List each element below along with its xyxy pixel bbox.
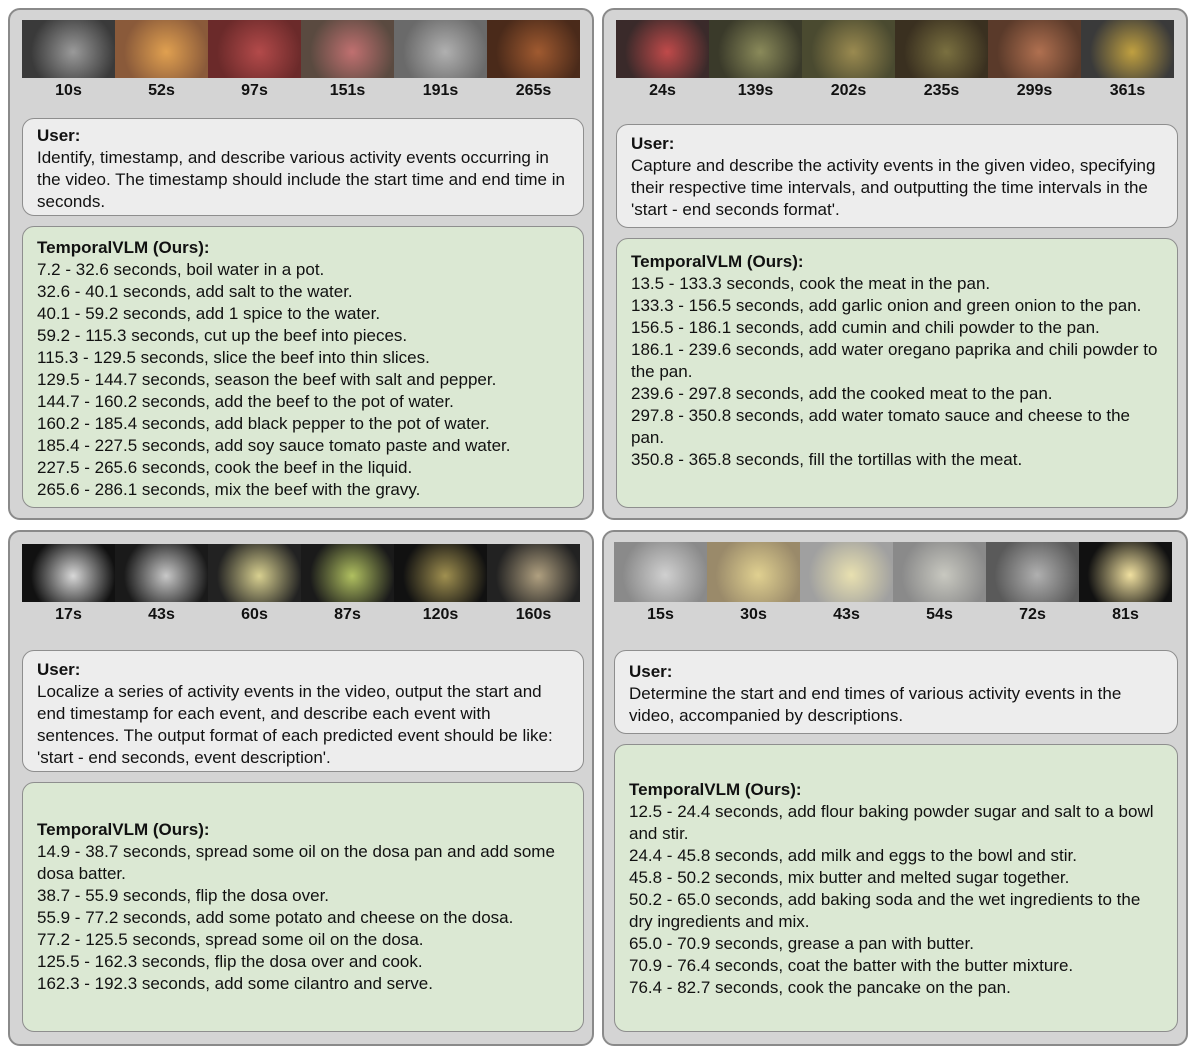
event-line: 55.9 - 77.2 seconds, add some potato and cheese on the dosa. (37, 908, 514, 927)
video-frame (301, 544, 394, 602)
frame-timestamp: 151s (329, 82, 366, 99)
frame-timestamp: 43s (148, 606, 175, 623)
user-label: User: (631, 134, 675, 153)
video-frame (614, 542, 707, 602)
model-response-box (616, 238, 1178, 508)
frame-timestamp: 160s (515, 606, 552, 623)
user-prompt-box (616, 124, 1178, 228)
model-label: TemporalVLM (Ours): (631, 252, 804, 271)
event-line: 13.5 - 133.3 seconds, cook the meat in the pan. (631, 274, 991, 293)
event-line: 144.7 - 160.2 seconds, add the beef to the pot of water. (37, 392, 454, 411)
user-prompt-text: Determine the start and end times of various activity events in the video, accompanied by descriptions. (629, 684, 1122, 725)
example-panel-4 (602, 530, 1188, 1046)
video-frame (487, 544, 580, 602)
video-frame (707, 542, 800, 602)
frame-timestamp: 15s (647, 606, 674, 623)
event-line: 59.2 - 115.3 seconds, cut up the beef into pieces. (37, 326, 408, 345)
user-prompt-text: Identify, timestamp, and describe various activity events occurring in the video. The timestamp should include the start time and end time in seconds. (37, 148, 565, 211)
video-frame (800, 542, 893, 602)
video-frame (616, 20, 709, 78)
model-response-box (22, 226, 584, 508)
event-line: 65.0 - 70.9 seconds, grease a pan with butter. (629, 934, 974, 953)
event-line: 133.3 - 156.5 seconds, add garlic onion and green onion to the pan. (631, 296, 1142, 315)
video-frame (301, 20, 394, 78)
event-line: 14.9 - 38.7 seconds, spread some oil on the dosa pan and add some dosa batter. (37, 842, 555, 883)
video-frame (22, 20, 115, 78)
event-line: 162.3 - 192.3 seconds, add some cilantro and serve. (37, 974, 433, 993)
frame-timestamp: 17s (55, 606, 82, 623)
frame-timestamp: 81s (1112, 606, 1139, 623)
frame-timestamp: 265s (515, 82, 552, 99)
example-panel-1 (8, 8, 594, 520)
event-line: 265.6 - 286.1 seconds, mix the beef with the gravy. (37, 480, 421, 499)
example-panel-3 (8, 530, 594, 1046)
event-line: 45.8 - 50.2 seconds, mix butter and melted sugar together. (629, 868, 1070, 887)
video-frame-strip (22, 544, 580, 602)
video-frame (394, 544, 487, 602)
user-prompt-box (614, 650, 1178, 734)
video-frame (487, 20, 580, 78)
model-label: TemporalVLM (Ours): (37, 238, 210, 257)
video-frame (1081, 20, 1174, 78)
frame-timestamp: 24s (649, 82, 676, 99)
event-line: 38.7 - 55.9 seconds, flip the dosa over. (37, 886, 330, 905)
user-prompt-box (22, 650, 584, 772)
user-prompt-text: Localize a series of activity events in the video, output the start and end timestamp for each event, and describe each event with sentences. The output format of each predicted event should be like: 'start - end seconds, event description'. (37, 682, 553, 767)
event-line: 125.5 - 162.3 seconds, flip the dosa over and cook. (37, 952, 423, 971)
frame-timestamp: 139s (737, 82, 774, 99)
video-frame (893, 542, 986, 602)
model-label: TemporalVLM (Ours): (37, 820, 210, 839)
event-line: 156.5 - 186.1 seconds, add cumin and chili powder to the pan. (631, 318, 1100, 337)
video-frame (986, 542, 1079, 602)
video-frame (895, 20, 988, 78)
frame-timestamp: 54s (926, 606, 953, 623)
video-frame (1079, 542, 1172, 602)
event-line: 239.6 - 297.8 seconds, add the cooked meat to the pan. (631, 384, 1053, 403)
frame-timestamp: 191s (422, 82, 459, 99)
model-label: TemporalVLM (Ours): (629, 780, 802, 799)
frame-timestamp: 10s (55, 82, 82, 99)
event-line: 77.2 - 125.5 seconds, spread some oil on the dosa. (37, 930, 424, 949)
event-line: 227.5 - 265.6 seconds, cook the beef in the liquid. (37, 458, 413, 477)
frame-timestamp: 43s (833, 606, 860, 623)
event-line: 115.3 - 129.5 seconds, slice the beef into thin slices. (37, 348, 430, 367)
frame-timestamp: 202s (830, 82, 867, 99)
video-frame-strip (616, 20, 1174, 78)
user-label: User: (37, 660, 81, 679)
event-line: 32.6 - 40.1 seconds, add salt to the water. (37, 282, 353, 301)
event-line: 7.2 - 32.6 seconds, boil water in a pot. (37, 260, 325, 279)
user-prompt-text: Capture and describe the activity events in the given video, specifying their respective time intervals, and outputting the time intervals in the 'start - end seconds format'. (631, 156, 1156, 219)
video-frame (22, 544, 115, 602)
frame-timestamp: 361s (1109, 82, 1146, 99)
event-line: 129.5 - 144.7 seconds, season the beef with salt and pepper. (37, 370, 497, 389)
model-response-box (22, 782, 584, 1032)
frame-timestamp: 120s (422, 606, 459, 623)
event-line: 186.1 - 239.6 seconds, add water oregano paprika and chili powder to the pan. (631, 340, 1158, 381)
event-line: 185.4 - 227.5 seconds, add soy sauce tomato paste and water. (37, 436, 511, 455)
event-line: 76.4 - 82.7 seconds, cook the pancake on the pan. (629, 978, 1011, 997)
video-frame (802, 20, 895, 78)
frame-timestamp: 60s (241, 606, 268, 623)
video-frame (115, 20, 208, 78)
event-line: 350.8 - 365.8 seconds, fill the tortillas with the meat. (631, 450, 1023, 469)
event-line: 40.1 - 59.2 seconds, add 1 spice to the water. (37, 304, 381, 323)
example-panel-2 (602, 8, 1188, 520)
user-label: User: (37, 126, 81, 145)
event-line: 297.8 - 350.8 seconds, add water tomato sauce and cheese to the pan. (631, 406, 1131, 447)
event-line: 70.9 - 76.4 seconds, coat the batter with the butter mixture. (629, 956, 1074, 975)
frame-timestamp: 97s (241, 82, 268, 99)
video-frame (988, 20, 1081, 78)
video-frame-strip (614, 542, 1172, 602)
user-prompt-box (22, 118, 584, 216)
video-frame (208, 20, 301, 78)
frame-timestamp: 52s (148, 82, 175, 99)
frame-timestamp: 235s (923, 82, 960, 99)
video-frame (394, 20, 487, 78)
user-label: User: (629, 662, 673, 681)
event-line: 12.5 - 24.4 seconds, add flour baking powder sugar and salt to a bowl and stir. (629, 802, 1154, 843)
video-frame-strip (22, 20, 580, 78)
video-frame (208, 544, 301, 602)
frame-timestamp: 30s (740, 606, 767, 623)
event-line: 50.2 - 65.0 seconds, add baking soda and the wet ingredients to the dry ingredients and mix. (629, 890, 1141, 931)
video-frame (115, 544, 208, 602)
model-response-box (614, 744, 1178, 1032)
video-frame (709, 20, 802, 78)
frame-timestamp: 299s (1016, 82, 1053, 99)
event-line: 24.4 - 45.8 seconds, add milk and eggs to the bowl and stir. (629, 846, 1077, 865)
frame-timestamp: 72s (1019, 606, 1046, 623)
frame-timestamp: 87s (334, 606, 361, 623)
event-line: 160.2 - 185.4 seconds, add black pepper to the pot of water. (37, 414, 490, 433)
